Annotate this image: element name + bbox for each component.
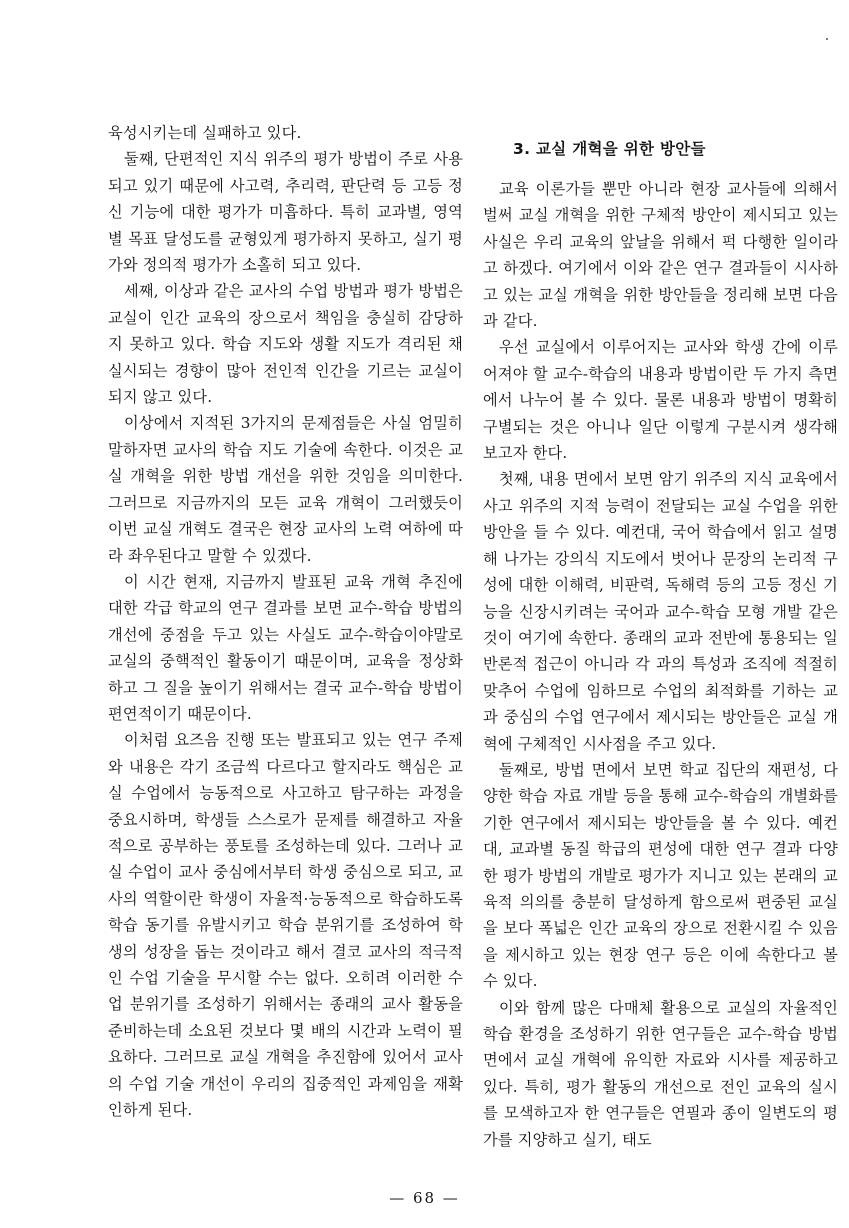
paragraph: 이와 함께 많은 다매체 활용으로 교실의 자율적인 학습 환경을 조성하기 위한 연구들은 교수-학습 방법 면에서 교실 개혁에 유익한 자료와 시사를 제공하고 있다. 특히, 평가 활동의 개선으로 전인 교육의 실시를 모색하고자 한 연구들은 연필과 종이 일변도의 평가를 지양하고 실기, 태도 — [483, 998, 838, 1149]
section-heading: 3. 교실 개혁을 위한 방안들 — [513, 140, 706, 158]
paragraph: 둘째로, 방법 면에서 보면 학교 집단의 재편성, 다양한 학습 자료 개발 등을 통해 교수-학습의 개별화를 기한 연구에서 제시되는 방안들을 볼 수 있다. 예컨대, 교과별 동질 학급의 편성에 대한 연구 결과 다양한 평가 방법의 개발로 평가가 지니고 있는 본래의 교육적 의의를 충분히 달성하게 함으로써 편중된 교실을 보다 폭넓은 인간 교육의 장으로 전환시킬 수 있음을 제시하고 있는 현장 연구 등은 이에 속한다고 볼 수 있다. — [483, 760, 838, 991]
paragraph: 이처럼 요즈음 진행 또는 발표되고 있는 연구 주제와 내용은 각기 조금씩 다르다고 할지라도 핵심은 교실 수업에서 능동적으로 사고하고 탐구하는 과정을 중요시하며, 학생들 스스로가 문제를 해결하고 자율적으로 공부하는 풍토를 조성하는데 있다. 그러나 교실 수업이 교사 중심에서부터 학생 중심으로 되고, 교사의 역할이란 학생이 자율적·능동적으로 학습하도록 학습 동기를 유발시키고 학습 분위기를 조성하여 학생의 성장을 돕는 것이라고 해서 결코 교사의 적극적인 수업 기술을 무시할 수는 없다. 오히려 이러한 수업 분위기를 조성하기 위해서는 종래의 교사 활동을 준비하는데 소요된 것보다 몇 배의 시간과 노력이 필요하다. 그러므로 교실 개혁을 추진함에 있어서 교사의 수업 기술 개선이 우리의 집중적인 과제임을 재확인하게 된다. — [108, 731, 463, 1120]
paragraph: 둘째, 단편적인 지식 위주의 평가 방법이 주로 사용되고 있기 때문에 사고력, 추리력, 판단력 등 고등 정신 기능에 대한 평가가 미흡하다. 특히 교과별, 영역별 목표 달성도를 균형있게 평가하지 못하고, 실기 평가와 정의적 평가가 소홀히 되고 있다. — [108, 150, 463, 275]
paragraph: 세째, 이상과 같은 교사의 수업 방법과 평가 방법은 교실이 인간 교육의 장으로서 책임을 충실히 감당하지 못하고 있다. 학습 지도와 생활 지도가 격리된 채 실시되는 경향이 많아 전인적 인간을 기르는 교실이 되지 않고 있다. — [108, 282, 463, 407]
paragraph: 첫째, 내용 면에서 보면 암기 위주의 지식 교육에서 사고 위주의 지적 능력이 전달되는 교실 수업을 위한 방안을 들 수 있다. 예컨대, 국어 학습에서 읽고 설명해 나가는 강의식 지도에서 벗어나 문장의 논리적 구성에 대한 이해력, 비판력, 독해력 등의 고등 정신 기능을 신장시키려는 국어과 교수-학습 모형 개발 같은 것이 여기에 속한다. 종래의 교과 전반에 통용되는 일반론적 접근이 아니라 각 과의 특성과 조직에 적절히 맞추어 수업에 임하므로 수업의 최적화를 기하는 교과 중심의 수업 연구에서 제시되는 방안들은 교실 개혁에 구체적인 시사점을 주고 있다. — [483, 470, 838, 753]
paragraph: 이상에서 지적된 3가지의 문제점들은 사실 엄밀히 말하자면 교사의 학습 지도 기술에 속한다. 이것은 교실 개혁을 위한 방법 개선을 위한 것임을 의미한다. 그러므로 지금까지의 모든 교육 개혁이 그러했듯이 이번 교실 개혁도 결국은 현장 교사의 노력 여하에 따라 좌우된다고 말할 수 있겠다. — [108, 414, 463, 565]
left-column — [108, 120, 463, 1123]
paragraph: 육성시키는데 실패하고 있다. — [108, 124, 302, 142]
right-column — [483, 120, 838, 1153]
paragraph: 이 시간 현재, 지금까지 발표된 교육 개혁 추진에 대한 각급 학교의 연구 결과를 보면 교수-학습 방법의 개선에 중점을 두고 있는 사실도 교수-학습이야말로 교실의 중핵적인 활동이기 때문이며, 교육을 정상화하고 그 질을 높이기 위해서는 결국 교수-학습 방법이 편연적이기 때문이다. — [108, 572, 463, 723]
paragraph: 교육 이론가들 뿐만 아니라 현장 교사들에 의해서 벌써 교실 개혁을 위한 구체적 방안이 제시되고 있는 사실은 우리 교육의 앞날을 위해서 퍽 다행한 일이라고 하겠다. 여기에서 이와 같은 연구 결과들이 시사하고 있는 교실 개혁을 위한 방안들을 정리해 보면 다음과 같다. — [483, 180, 838, 331]
page-number: — 68 — — [389, 1189, 460, 1207]
paragraph: 우선 교실에서 이루어지는 교사와 학생 간에 이루어져야 할 교수-학습의 내용과 방법이란 두 가지 측면에서 나누어 볼 수 있다. 물론 내용과 방법이 명확히 구별되는 것은 아니나 일단 이렇게 구분시켜 생각해 보고자 한다. — [483, 338, 838, 463]
scan-speck — [826, 38, 828, 40]
